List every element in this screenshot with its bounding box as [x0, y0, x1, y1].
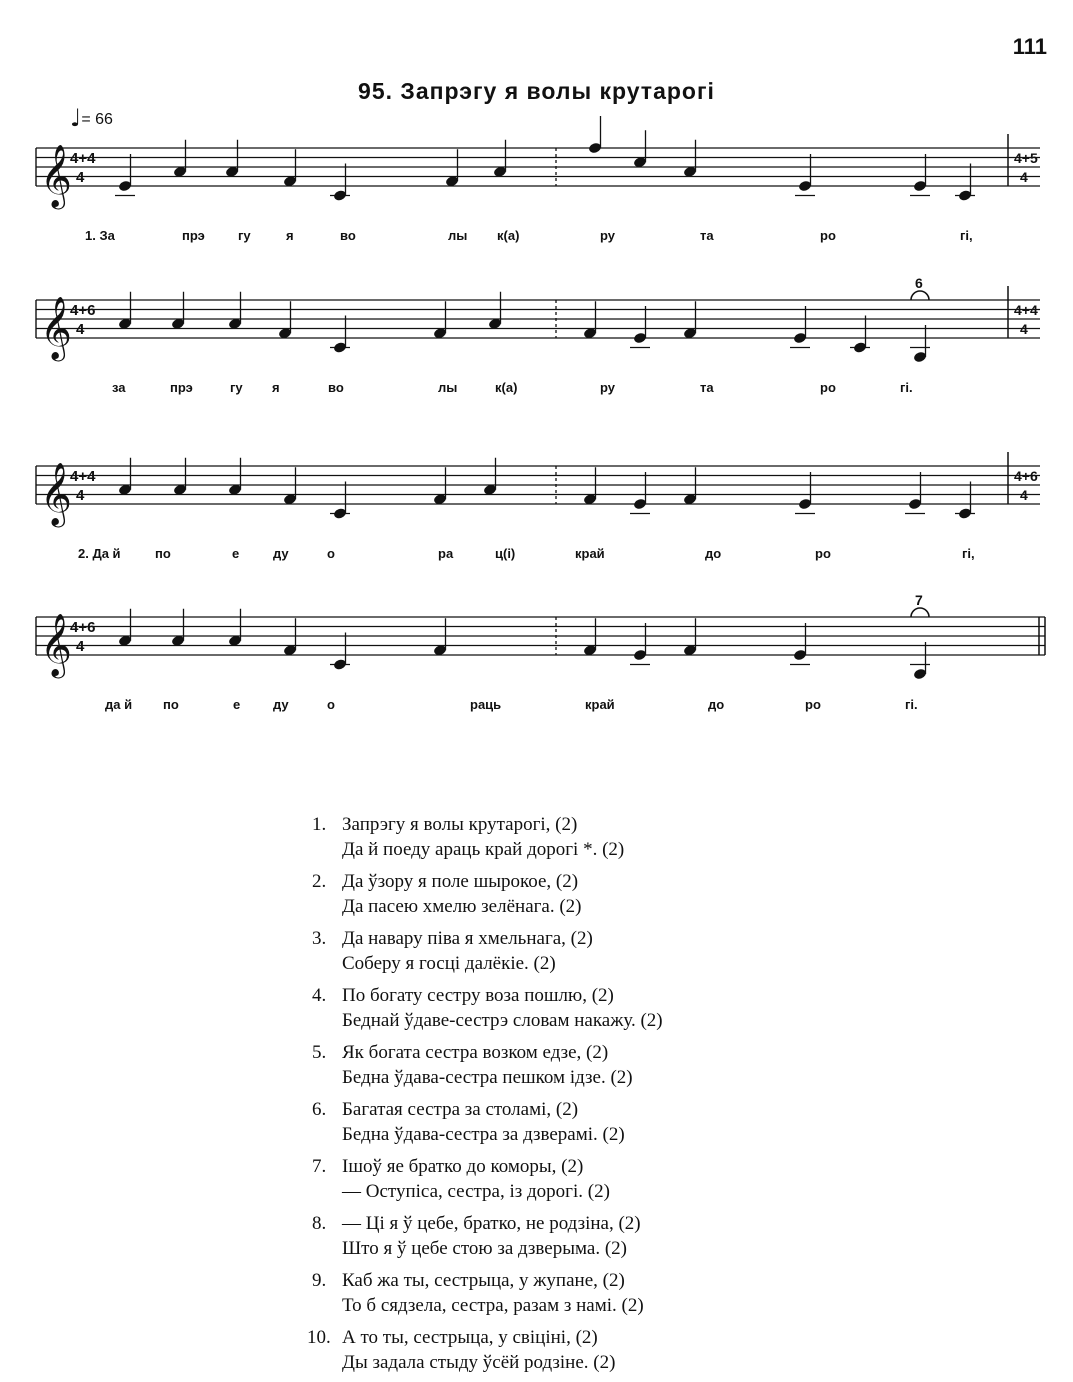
- verse-line: Каб жа ты, сестрыца, у жупане, (2): [342, 1270, 625, 1291]
- verse-line: А то ты, сестрыца, у свіціні, (2): [342, 1327, 598, 1348]
- verse-2: [312, 869, 663, 919]
- lyric-syllable: за: [112, 380, 126, 395]
- verse-line: Да ўзору я поле шырокое, (2): [342, 871, 579, 892]
- lyric-syllable: 2. Да й: [78, 546, 121, 561]
- time-signature-top: 4+4: [70, 150, 96, 167]
- treble-clef-icon: 𝄞: [40, 146, 72, 206]
- lyric-syllable: прэ: [170, 380, 193, 395]
- fermata-label: 6: [915, 275, 923, 291]
- lyric-syllable: прэ: [182, 228, 205, 243]
- lyric-syllable: 1. За: [85, 228, 115, 243]
- verse-line: Да й поеду араць край дорогі *. (2): [342, 839, 625, 860]
- staff-system-1: [36, 116, 1040, 243]
- lyric-syllable: ро: [820, 380, 836, 395]
- staff-system-4: [36, 592, 1045, 712]
- verse-line: Ды задала стыду ўсёй родзіне. (2): [342, 1352, 616, 1373]
- song-title: 95. Запрэгу я волы крутарогі: [358, 78, 715, 104]
- verse-line: Ішоў яе братко до коморы, (2): [342, 1156, 584, 1177]
- lyric-syllable: лы: [438, 380, 458, 395]
- lyric-syllable: о: [327, 546, 335, 561]
- quarter-note-icon: ♩: [70, 104, 82, 132]
- verse-3: [312, 926, 663, 976]
- verse-number: 8.: [312, 1213, 327, 1234]
- lyric-syllable: ду: [273, 546, 289, 561]
- verse-number: 7.: [312, 1156, 327, 1177]
- verse-line: По богату сестру воза пошлю, (2): [342, 985, 614, 1006]
- verse-line: Да пасею хмелю зелёнага. (2): [342, 896, 582, 917]
- verse-number: 5.: [312, 1042, 327, 1063]
- time-signature-bottom: 4: [76, 638, 85, 655]
- fermata-label: 7: [915, 592, 923, 608]
- lyric-syllable: к(а): [495, 380, 518, 395]
- verse-1: [312, 812, 663, 862]
- verse-6: [312, 1097, 663, 1147]
- lyric-syllable: гі.: [900, 380, 913, 395]
- lyric-syllable: ро: [815, 546, 831, 561]
- next-time-signature-top: 4+4: [1014, 302, 1038, 318]
- staff-system-2: [36, 275, 1040, 395]
- verse-10: [307, 1325, 663, 1375]
- verse-number: 4.: [312, 985, 327, 1006]
- lyric-syllable: да й: [105, 697, 133, 712]
- page-number: 111: [1012, 34, 1047, 59]
- lyric-syllable: гу: [238, 228, 251, 243]
- lyric-syllable: раць: [470, 697, 502, 712]
- verse-7: [312, 1154, 663, 1204]
- lyric-syllable: ра: [438, 546, 454, 561]
- verse-number: 1.: [312, 814, 327, 835]
- treble-clef-icon: 𝄞: [40, 464, 72, 524]
- verse-line: Што я ў цебе стою за дзверыма. (2): [342, 1238, 627, 1259]
- lyric-syllable: о: [327, 697, 335, 712]
- lyric-syllable: край: [585, 697, 615, 712]
- time-signature-top: 4+6: [70, 619, 96, 636]
- lyric-syllable: е: [233, 697, 241, 712]
- next-time-signature-top: 4+6: [1014, 468, 1038, 484]
- lyric-syllable: ру: [600, 380, 615, 395]
- verse-line: Як богата сестра возком едзе, (2): [342, 1042, 609, 1063]
- lyric-syllable: гі,: [962, 546, 975, 561]
- lyric-syllable: ц(і): [495, 546, 516, 561]
- lyric-syllable: ру: [600, 228, 615, 243]
- verse-9: [312, 1268, 663, 1318]
- lyric-syllable: я: [286, 228, 294, 243]
- next-time-signature-bottom: 4: [1020, 487, 1028, 503]
- lyric-syllable: я: [272, 380, 280, 395]
- lyric-syllable: ро: [820, 228, 836, 243]
- lyric-syllable: к(а): [497, 228, 520, 243]
- lyric-syllable: по: [155, 546, 171, 561]
- lyric-syllable: та: [700, 380, 714, 395]
- verse-5: [312, 1040, 663, 1090]
- verse-8: [312, 1211, 663, 1261]
- lyric-syllable: до: [708, 697, 725, 712]
- verse-line: Запрэгу я волы крутарогі, (2): [342, 814, 578, 835]
- fermata-icon: [911, 608, 929, 617]
- verse-number: 2.: [312, 871, 327, 892]
- verse-line: — Оступіса, сестра, із дорогі. (2): [342, 1181, 610, 1202]
- lyric-syllable: край: [575, 546, 605, 561]
- verse-number: 9.: [312, 1270, 327, 1291]
- verse-line: Багатая сестра за столамі, (2): [342, 1099, 579, 1120]
- fermata-icon: [911, 291, 929, 300]
- verse-line: То б сядзела, сестра, разам з намі. (2): [342, 1295, 644, 1316]
- lyric-syllable: ду: [273, 697, 289, 712]
- time-signature-top: 4+4: [70, 468, 96, 485]
- lyric-syllable: та: [700, 228, 714, 243]
- verse-number: 6.: [312, 1099, 327, 1120]
- lyric-syllable: гі,: [960, 228, 973, 243]
- lyric-syllable: е: [232, 546, 240, 561]
- time-signature-bottom: 4: [76, 321, 85, 338]
- lyric-syllable: лы: [448, 228, 468, 243]
- treble-clef-icon: 𝄞: [40, 298, 72, 358]
- time-signature-bottom: 4: [76, 487, 85, 504]
- time-signature-bottom: 4: [76, 169, 85, 186]
- lyric-syllable: во: [340, 228, 356, 243]
- verse-number: 10.: [307, 1327, 331, 1348]
- time-signature-top: 4+6: [70, 302, 96, 319]
- next-time-signature-bottom: 4: [1020, 321, 1028, 337]
- tempo-value: = 66: [81, 111, 113, 128]
- treble-clef-icon: 𝄞: [40, 615, 72, 675]
- lyric-syllable: гі.: [905, 697, 918, 712]
- verse-line: Соберу я госці далёкіе. (2): [342, 953, 556, 974]
- staff-system-3: [36, 452, 1040, 561]
- verse-line: Беднай ўдаве-сестрэ словам накажу. (2): [342, 1010, 663, 1031]
- verses-block: [307, 812, 663, 1382]
- verse-number: 3.: [312, 928, 327, 949]
- verse-4: [312, 983, 663, 1033]
- lyric-syllable: гу: [230, 380, 243, 395]
- next-time-signature-bottom: 4: [1020, 169, 1028, 185]
- verse-line: Да навару піва я хмельнага, (2): [342, 928, 593, 949]
- lyric-syllable: по: [163, 697, 179, 712]
- lyric-syllable: ро: [805, 697, 821, 712]
- lyric-syllable: до: [705, 546, 722, 561]
- verse-line: — Ці я ў цебе, братко, не родзіна, (2): [342, 1213, 641, 1234]
- verse-line: Бедна ўдава-сестра пешком ідзе. (2): [342, 1067, 633, 1088]
- verse-line: Бедна ўдава-сестра за дзверамі. (2): [342, 1124, 625, 1145]
- next-time-signature-top: 4+5: [1014, 150, 1038, 166]
- lyric-syllable: во: [328, 380, 344, 395]
